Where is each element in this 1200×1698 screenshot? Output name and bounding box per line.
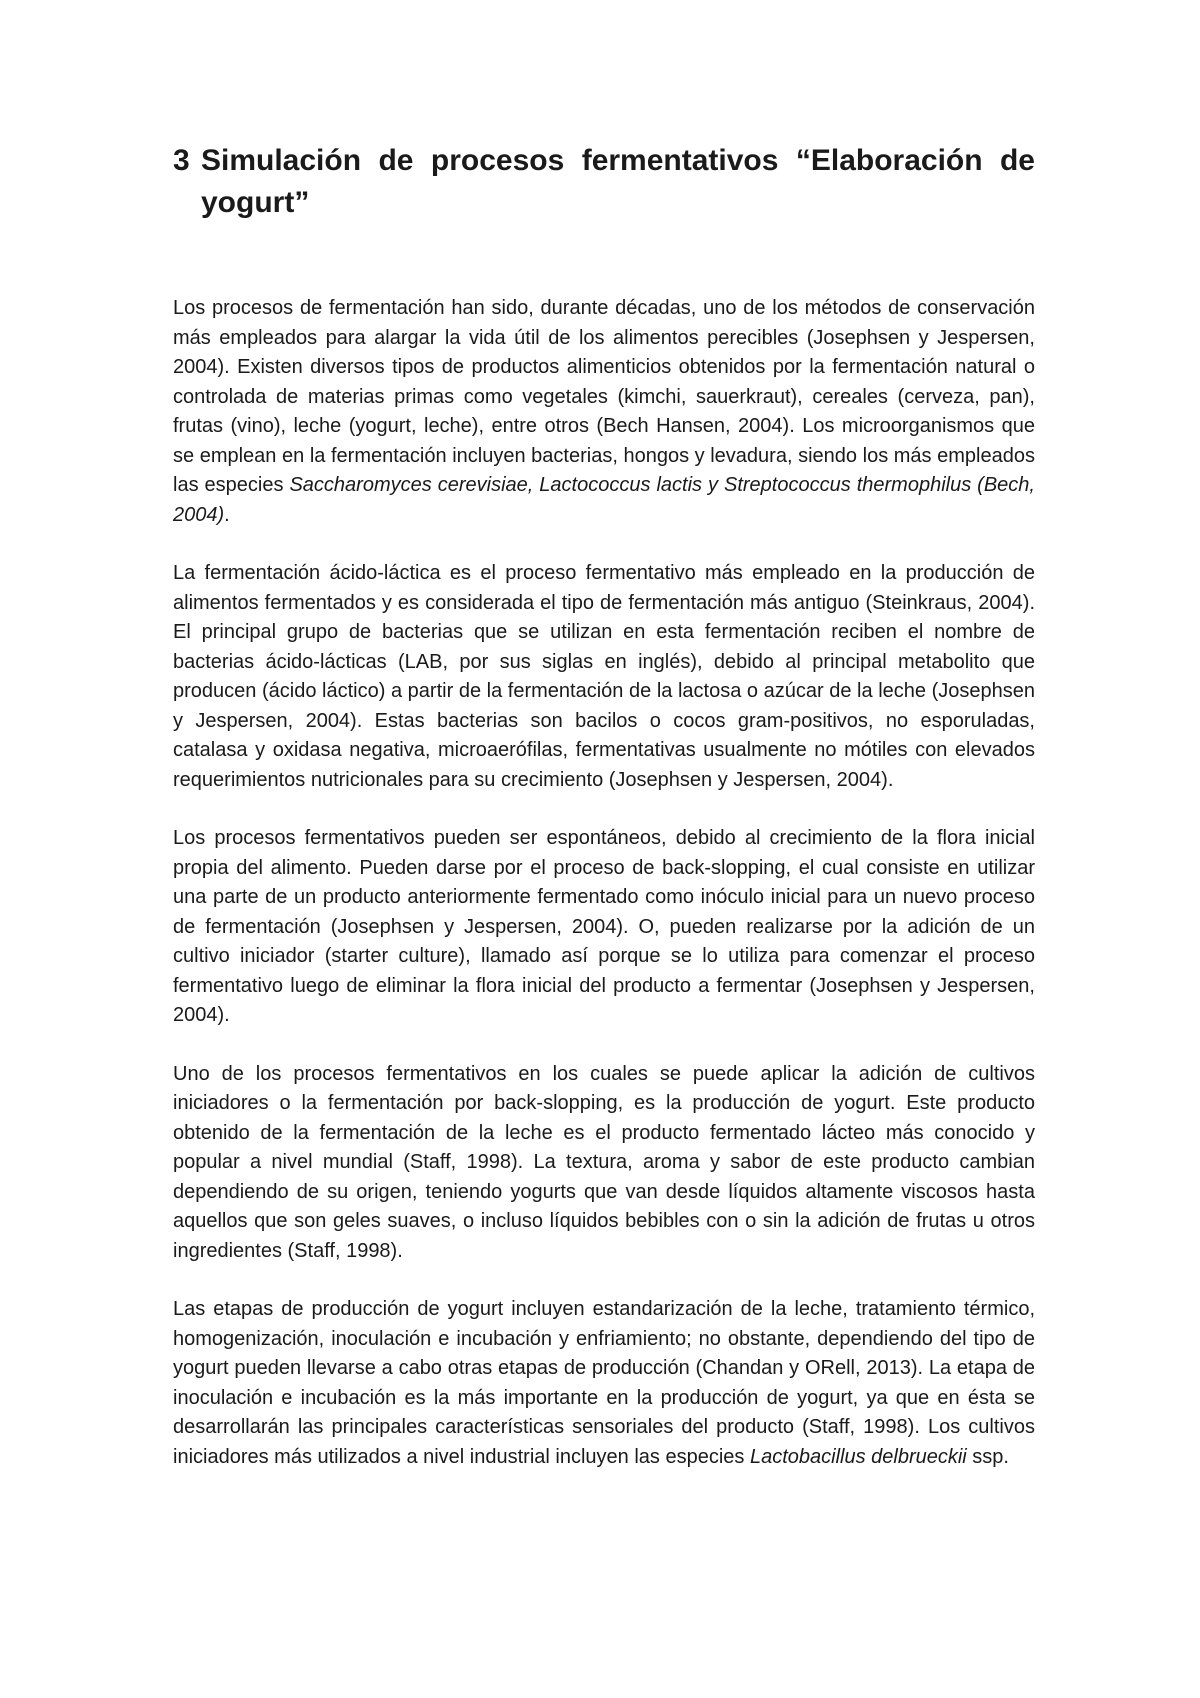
section-heading bbox=[173, 140, 1035, 224]
document-page bbox=[173, 140, 1035, 1472]
paragraph-5-species: Lactobacillus delbrueckii bbox=[749, 1445, 967, 1468]
section-title: Simulación de procesos fermentativos “Elaboración de yogurt” bbox=[201, 144, 1035, 219]
paragraph-1 bbox=[173, 294, 1035, 530]
paragraph-4-text: Uno de los procesos fermentativos en los cuales se puede aplicar la adición de cultivos iniciadores o la fermentación por back-slopping, es la producción de yogurt. Este producto obtenido de la fermentación de la leche es el producto fermentado lácteo más conocido y popular a nivel mundial (Staff, 1998). La textura, aroma y sabor de este producto cambian dependiendo de su origen, teniendo yogurts que van desde líquidos altamente viscosos hasta aquellos que son geles suaves, o incluso líquidos bebibles con o sin la adición de frutas u otros ingredientes (Staff, 1998). bbox=[173, 1062, 1035, 1262]
paragraph-2 bbox=[173, 559, 1035, 795]
paragraph-5 bbox=[173, 1295, 1035, 1472]
paragraph-4 bbox=[173, 1060, 1035, 1267]
paragraph-2-text: La fermentación ácido-láctica es el proceso fermentativo más empleado en la producción de alimentos fermentados y es considerada el tipo de fermentación más antiguo (Steinkraus, 2004). El principal grupo de bacterias que se utilizan en esta fermentación reciben el nombre de bacterias ácido-lácticas (LAB, por sus siglas en inglés), debido al principal metabolito que producen (ácido láctico) a partir de la fermentación de la lactosa o azúcar de la leche (Josephsen y Jespersen, 2004). Estas bacterias son bacilos o cocos gram-positivos, no esporuladas, catalasa y oxidasa negativa, microaerófilas, fermentativas usualmente no mótiles con elevados requerimientos nutricionales para su crecimiento (Josephsen y Jespersen, 2004). bbox=[173, 562, 1035, 791]
paragraph-1-text-a: Los procesos de fermentación han sido, durante décadas, uno de los métodos de conservación más empleados para alargar la vida útil de los alimentos perecibles (Josephsen y Jespersen, 2004). Existen diversos tipos de productos alimenticios obtenidos por la fermentación natural o controlada de materias primas como vegetales (kimchi, sauerkraut), cereales (cerveza, pan), frutas (vino), leche (yogurt, leche), entre otros (Bech Hansen, 2004). Los microorganismos que se emplean en la fermentación incluyen bacterias, hongos y levadura, siendo los más empleados las especies bbox=[173, 297, 1035, 496]
paragraph-5-text-b: ssp. bbox=[966, 1445, 1009, 1468]
paragraph-1-text-b: . bbox=[224, 503, 230, 526]
section-number: 3 bbox=[173, 144, 190, 177]
body-text bbox=[173, 294, 1035, 1472]
paragraph-3-text: Los procesos fermentativos pueden ser espontáneos, debido al crecimiento de la flora inicial propia del alimento. Pueden darse por el proceso de back-slopping, el cual consiste en utilizar una parte de un producto anteriormente fermentado como inóculo inicial para un nuevo proceso de fermentación (Josephsen y Jespersen, 2004). O, pueden realizarse por la adición de un cultivo iniciador (starter culture), llamado así porque se lo utiliza para comenzar el proceso fermentativo luego de eliminar la flora inicial del producto a fermentar (Josephsen y Jespersen, 2004). bbox=[173, 827, 1035, 1026]
paragraph-3 bbox=[173, 824, 1035, 1031]
paragraph-5-text-a: Las etapas de producción de yogurt incluyen estandarización de la leche, tratamiento térmico, homogenización, inoculación e incubación y enfriamiento; no obstante, dependiendo del tipo de yogurt pueden llevarse a cabo otras etapas de producción (Chandan y ORell, 2013). La etapa de inoculación e incubación es la más importante en la producción de yogurt, ya que en ésta se desarrollarán las principales características sensoriales del producto (Staff, 1998). Los cultivos iniciadores más utilizados a nivel industrial incluyen las especies bbox=[173, 1298, 1035, 1468]
paragraph-1-species: Saccharomyces cerevisiae, Lactococcus lactis y Streptococcus thermophilus (Bech, 2004) bbox=[173, 474, 1035, 526]
